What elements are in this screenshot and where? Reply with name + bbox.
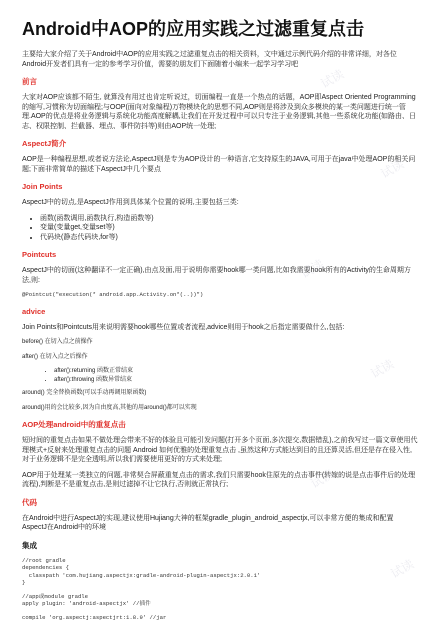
section-heading-pointcuts: Pointcuts bbox=[22, 250, 57, 259]
section-heading-advice: advice bbox=[22, 306, 46, 316]
impl-paragraph-2: AOP用于处理某一类独立的问题,非常契合屏蔽重复点击的需求,我们只需要hook住原先的点击事件(转嫁的说是点击事件后的处理流程),判断是不是重复点击,是则过滤掉不让它执行,否则就正常执行; bbox=[22, 471, 416, 488]
before-line: before() 在切入点之前操作 bbox=[22, 339, 93, 345]
section-heading-code: 代码 bbox=[22, 497, 37, 507]
pointcuts-code: @Pointcut("execution(* android.app.Activity.on*(..))") bbox=[22, 291, 204, 298]
watermark: 试读 bbox=[318, 66, 347, 91]
section-heading-integrate: 集成 bbox=[22, 540, 37, 550]
pointcuts-paragraph: AspectJ中的切面(这种翻译不一定正确),由点及面,用于说明你需要hook哪一类问题,比如我需要hook所有的Activity的生命周期方法,则: bbox=[22, 267, 411, 284]
watermark: 试读 bbox=[298, 256, 327, 281]
list-item: • 代码块(静态代码块,for等) bbox=[40, 233, 418, 243]
section-heading-joinpoints: Join Points bbox=[22, 182, 63, 191]
section-heading-aspectj: AspectJ简介 bbox=[22, 139, 67, 148]
aspectj-paragraph: AOP是一种编程思想,或者说方法论,AspectJ则是专为AOP设计的一种语言,它支持原生的JAVA,可用于在java中处理AOP的相关问题;下面非常简单的描述下AspectJ中几个要点 bbox=[22, 156, 416, 173]
watermark: 试读 bbox=[368, 356, 397, 381]
around-line: around() 完全替换函数(可以手动再调用原函数) bbox=[22, 390, 147, 396]
list-item: • after():throwing 函数异常结束 bbox=[54, 376, 418, 385]
list-item: • 函数(函数调用,函数执行,构造函数等) bbox=[40, 214, 418, 224]
page-title: Android中AOP的应用实践之过滤重复点击 bbox=[22, 19, 364, 39]
watermark: 试读 bbox=[308, 466, 337, 491]
joinpoints-list bbox=[22, 214, 418, 243]
code-block-app-gradle: //app或module gradle apply plugin: 'android-aspectjx' //插件 bbox=[22, 592, 151, 607]
watermark: 试读 bbox=[388, 556, 417, 581]
impl-paragraph-1: 短时间的重复点击如果不做处理会带来不好的体验且可能引发问题(打开多个页面,多次提交,数据错乱),之前我写过一篇文章使用代理模式+反射来处理重复点击的问题 Android 如何优雅的处理重复点击 ,虽然这种方式能达到目的且还算灵活,但还是存在侵入性,对于业务逻辑不是完全透明,所以我们需要使用更好的方式来处理; bbox=[22, 437, 418, 463]
watermark: 试读 bbox=[378, 156, 407, 181]
intro-paragraph: 主要给大家介绍了关于Android中AOP的应用实践之过滤重复点击的相关资料，文中通过示例代码介绍的非常详细，对各位Android开发者们具有一定的参考学习价值，需要的朋友们下面随着小编来一起学习学习吧 bbox=[22, 51, 397, 68]
code-block-compile: compile 'org.aspectj:aspectjrt:1.8.9' //jar bbox=[22, 613, 167, 620]
around-note: around()用的会比较多,因为自由度高,其他的用around()都可以实现 bbox=[22, 404, 197, 411]
preface-paragraph: 大家对AOP应该都不陌生, 就算没有用过也肯定听说过，切面编程一直是一个热点的话题，AOP即Aspect Oriented Programming的缩写,习惯称为切面编程;与OOP(面向对象编程)万物模块化的思想不同,AOP则是将涉及到众多模块的某一类问题进行统一管理.AOP的优点是将业务逻辑与系统化功能高度解耦,让我们在开发过程中可以只专注于业务逻辑,其他一些系统化功能(如路由、日志、权限控制、拦截器、埋点、事件防抖等)则由AOP统一处理; bbox=[22, 94, 416, 130]
section-heading-impl: AOP处理android中的重复点击 bbox=[22, 420, 126, 429]
joinpoints-paragraph: AspectJ中的切点,是AspectJ作用到具体某个位置的说明,主要包括三类: bbox=[22, 199, 239, 206]
advice-paragraph: Join Points和Pointcuts用来说明需要hook哪些位置或者流程,advice则用于hook之后指定需要做什么,包括: bbox=[22, 323, 345, 331]
after-list bbox=[22, 367, 418, 384]
code-paragraph: 在Android中进行AspectJ的实现,建议使用Hujiang大神的框架gradle_plugin_android_aspectjx,可以非常方便的集成和配置AspectJ在Android中的环境 bbox=[22, 514, 394, 531]
code-block-root-gradle: //root gradle dependencies { classpath 'com.hujiang.aspectjx:gradle-android-plugin-aspectjx:2.0.1' } bbox=[22, 556, 261, 586]
section-heading-preface: 前言 bbox=[22, 77, 37, 86]
after-line: after() 在切入点之后操作 bbox=[22, 353, 88, 360]
list-item: • 变量(变量get,变量set等) bbox=[40, 223, 418, 233]
list-item: • after():returning 函数正常结束 bbox=[54, 367, 418, 376]
